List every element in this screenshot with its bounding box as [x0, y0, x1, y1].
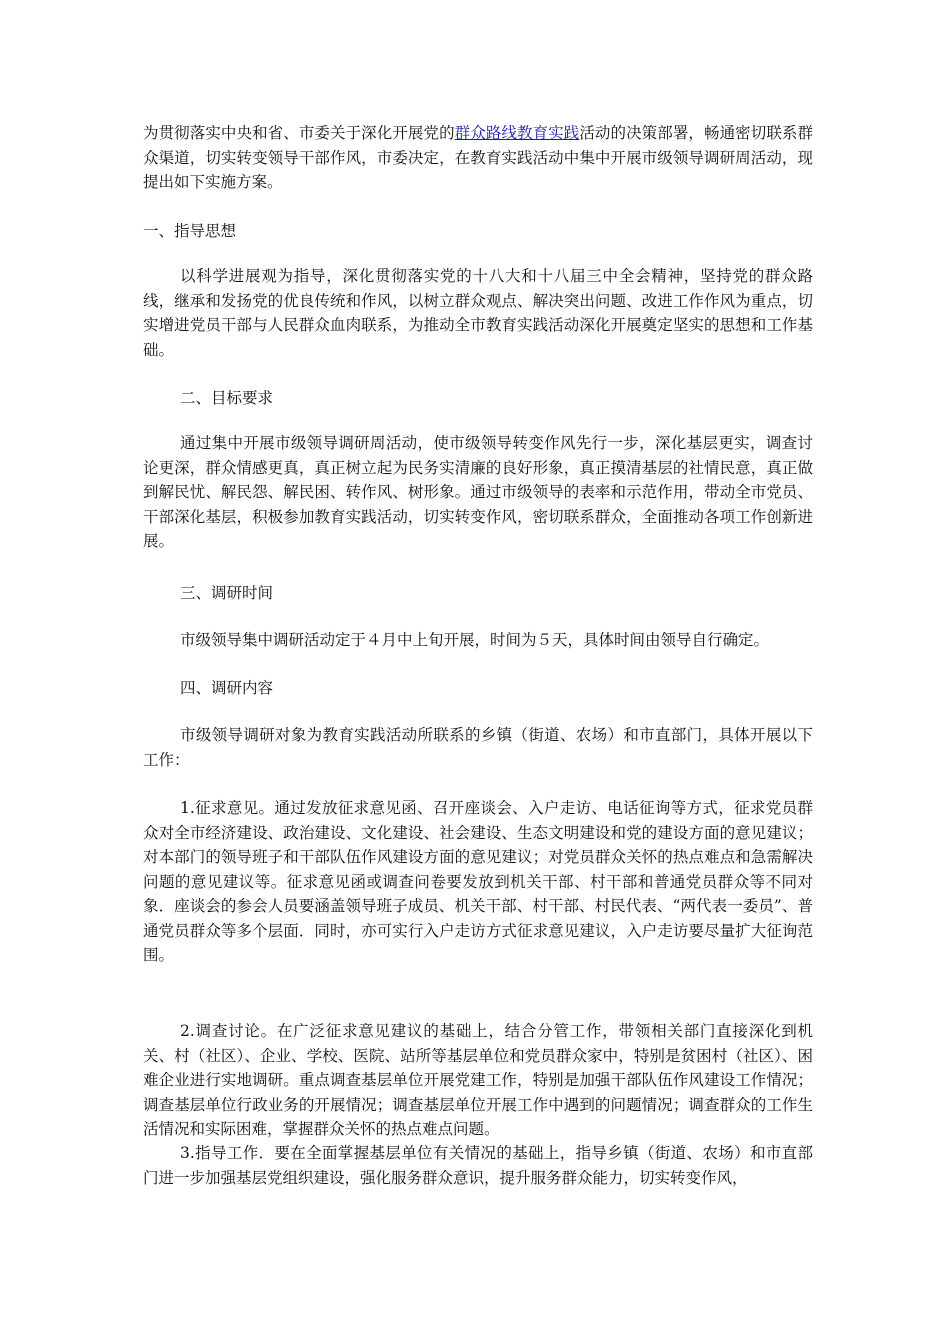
section-heading-3: 三、调研时间 [180, 584, 274, 602]
intro-text-after-link: 活动的决策部署，畅通密切联系群众渠道，切实转变领导干部作风，市委决定，在教育实践活动中集中开展市级领导调研周活动，现提出如下实施方案。 [143, 124, 813, 191]
intro-text-before-link: 为贯彻落实中央和省、市委关于深化开展党的 [143, 124, 455, 142]
section-body-3: 市级领导集中调研活动定于４月中上旬开展，时间为５天，具体时间由领导自行确定。 [180, 631, 770, 649]
list-item-2: 2.调查讨论。在广泛征求意见建议的基础上，结合分管工作，带领相关部门直接深化到机关、村（社区）、企业、学校、医院、站所等基层单位和党员群众家中，特别是贫困村（社区）、困难企业进行实地调研。重点调查基层单位开展党建工作，特别是加强干部队伍作风建设工作情况；调查基层单位行政业务的开展情况；调查基层单位开展工作中遇到的问题情况；调查群众的工作生活情况和实际困难，掌握群众关怀的热点难点问题。 [143, 1022, 813, 1138]
intro-paragraph [143, 121, 813, 195]
section-heading-4: 四、调研内容 [180, 679, 274, 697]
list-item-1: 1.征求意见。通过发放征求意见函、召开座谈会、入户走访、电话征询等方式，征求党员群众对全市经济建设、政治建设、文化建设、社会建设、生态文明建设和党的建设方面的意见建议；对本部门的领导班子和干部队伍作风建设方面的意见建议；对党员群众关怀的热点难点和急需解决问题的意见建议等。征求意见函或调查问卷要发放到机关干部、村干部和普通党员群众等不同对象．座谈会的参会人员要涵盖领导班子成员、机关干部、村干部、村民代表、“两代表一委员”、普通党员群众等多个层面．同时，亦可实行入户走访方式征求意见建议，入户走访要尽量扩大征询范围。 [143, 799, 813, 964]
mass-line-link[interactable]: 群众路线教育实践 [454, 124, 580, 142]
section-heading-2: 二、目标要求 [180, 389, 274, 407]
section-heading-1: 一、指导思想 [143, 222, 237, 240]
section-body-1: 以科学进展观为指导，深化贯彻落实党的十八大和十八届三中全会精神，坚持党的群众路线，继承和发扬党的优良传统和作风，以树立群众观点、解决突出问题、改进工作作风为重点，切实增进党员干部与人民群众血肉联系，为推动全市教育实践活动深化开展奠定坚实的思想和工作基础。 [143, 267, 813, 359]
section-body-4: 市级领导调研对象为教育实践活动所联系的乡镇（街道、农场）和市直部门，具体开展以下工作： [143, 726, 813, 769]
list-item-3: 3.指导工作．要在全面掌握基层单位有关情况的基础上，指导乡镇（街道、农场）和市直部门进一步加强基层党组织建设，强化服务群众意识，提升服务群众能力，切实转变作风， [143, 1144, 813, 1187]
section-body-2: 通过集中开展市级领导调研周活动，使市级领导转变作风先行一步，深化基层更实，调查讨论更深，群众情感更真，真正树立起为民务实清廉的良好形象，真正摸清基层的社情民意，真正做到解民忧、解民怨、解民困、转作风、树形象。通过市级领导的表率和示范作用，带动全市党员、干部深化基层，积极参加教育实践活动，切实转变作风，密切联系群众，全面推动各项工作创新进展。 [143, 434, 813, 550]
